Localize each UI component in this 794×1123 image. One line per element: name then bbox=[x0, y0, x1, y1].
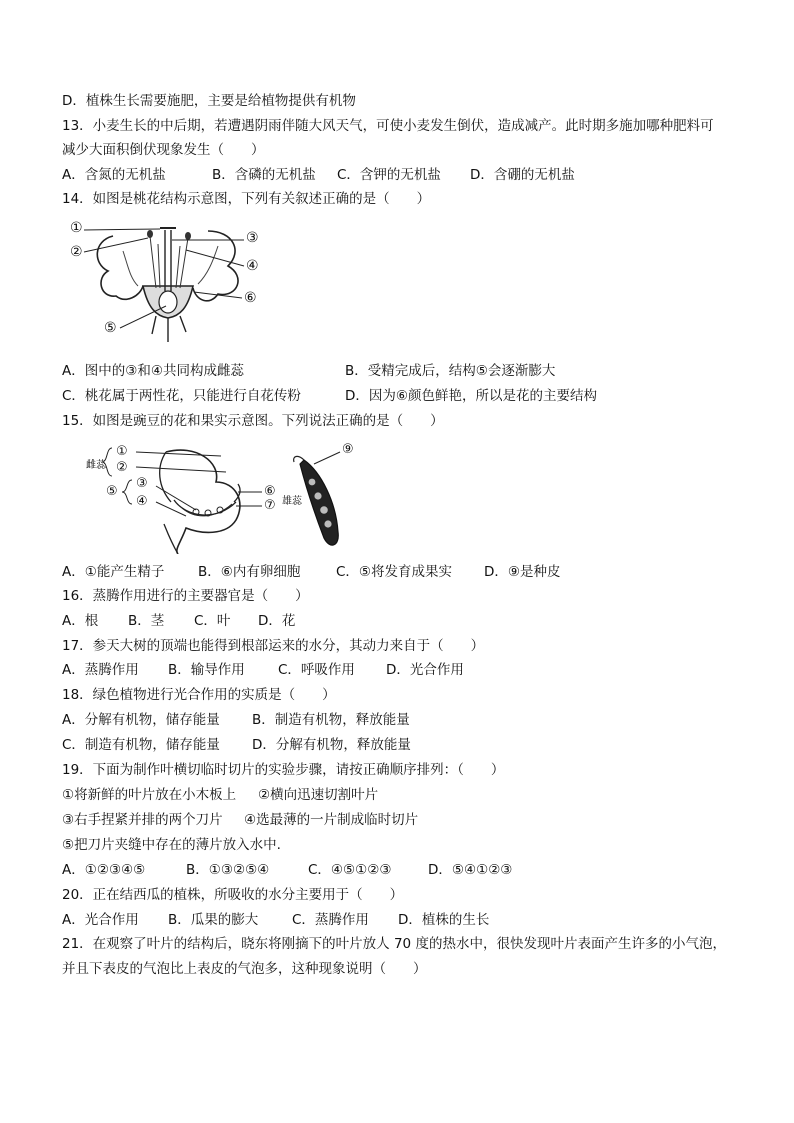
pea-label-6: ⑥ bbox=[264, 484, 276, 499]
peach-label-1: ① bbox=[70, 220, 83, 236]
pea-flower-fruit-diagram bbox=[86, 442, 376, 554]
q19-step-4: ④选最薄的一片制成临时切片 bbox=[244, 812, 419, 828]
q21-stem-line1: 21．在观察了叶片的结构后，晓东将刚摘下的叶片放人 70 度的热水中，很快发现叶片表面产生许多的小气泡， bbox=[62, 936, 726, 952]
pea-label-5: ⑤ bbox=[106, 484, 118, 499]
pea-label-7: ⑦ bbox=[264, 498, 276, 513]
q15-option-c: C．⑤将发育成果实 bbox=[336, 564, 453, 580]
peach-label-5: ⑤ bbox=[104, 320, 117, 336]
q14-option-a: A．图中的③和④共同构成雌蕊 bbox=[62, 363, 244, 379]
q19-step-2: ②横向迅速切割叶片 bbox=[258, 787, 379, 803]
q18-option-d: D．分解有机物，释放能量 bbox=[252, 737, 411, 753]
q18-option-c: C．制造有机物，储存能量 bbox=[62, 737, 220, 753]
q13-stem-line2: 减少大面积倒伏现象发生（ ） bbox=[62, 142, 265, 158]
q14-option-c: C．桃花属于两性花，只能进行自花传粉 bbox=[62, 388, 301, 404]
pea-label-stamen: 雄蕊 bbox=[282, 496, 302, 507]
peach-label-4: ④ bbox=[246, 258, 259, 274]
pea-label-2: ② bbox=[116, 460, 128, 475]
peach-label-2: ② bbox=[70, 244, 83, 260]
q20-option-b: B．瓜果的膨大 bbox=[168, 912, 259, 928]
q17-option-b: B．输导作用 bbox=[168, 662, 245, 678]
q15-option-b: B．⑥内有卵细胞 bbox=[198, 564, 301, 580]
q19-option-c: C．④⑤①②③ bbox=[308, 862, 392, 878]
q18-option-a: A．分解有机物，储存能量 bbox=[62, 712, 220, 728]
q16-option-b: B．茎 bbox=[128, 613, 165, 629]
q13-option-d: D．含硼的无机盐 bbox=[470, 167, 575, 183]
q17-stem: 17．参天大树的顶端也能得到根部运来的水分，其动力来自于（ ） bbox=[62, 638, 485, 654]
q15-stem: 15．如图是豌豆的花和果实示意图。下列说法正确的是（ ） bbox=[62, 413, 444, 429]
q15-option-d: D．⑨是种皮 bbox=[484, 564, 561, 580]
q19-step-3: ③右手捏紧并排的两个刀片 bbox=[62, 812, 223, 828]
q18-stem: 18．绿色植物进行光合作用的实质是（ ） bbox=[62, 687, 336, 703]
pea-label-1: ① bbox=[116, 444, 128, 459]
q16-stem: 16．蒸腾作用进行的主要器官是（ ） bbox=[62, 588, 309, 604]
q14-option-d: D．因为⑥颜色鲜艳，所以是花的主要结构 bbox=[345, 388, 597, 404]
q19-step-5: ⑤把刀片夹缝中存在的薄片放入水中. bbox=[62, 837, 281, 853]
pea-label-4: ④ bbox=[136, 494, 148, 509]
q16-option-a: A．根 bbox=[62, 613, 99, 629]
q16-option-c: C．叶 bbox=[194, 613, 231, 629]
q20-option-d: D．植株的生长 bbox=[398, 912, 490, 928]
q19-step-1: ①将新鲜的叶片放在小木板上 bbox=[62, 787, 237, 803]
q17-option-d: D．光合作用 bbox=[386, 662, 464, 678]
q18-option-b: B．制造有机物，释放能量 bbox=[252, 712, 410, 728]
q13-option-b: B．含磷的无机盐 bbox=[212, 167, 316, 183]
q20-stem: 20．正在结西瓜的植株，所吸收的水分主要用于（ ） bbox=[62, 887, 404, 903]
q16-option-d: D．花 bbox=[258, 613, 296, 629]
q14-stem: 14．如图是桃花结构示意图，下列有关叙述正确的是（ ） bbox=[62, 191, 431, 207]
q20-option-c: C．蒸腾作用 bbox=[292, 912, 369, 928]
q17-option-a: A．蒸腾作用 bbox=[62, 662, 139, 678]
q15-option-a: A．①能产生精子 bbox=[62, 564, 165, 580]
q21-stem-line2: 并且下表皮的气泡比上表皮的气泡多，这种现象说明（ ） bbox=[62, 961, 427, 977]
peach-label-3: ③ bbox=[246, 230, 259, 246]
q19-stem: 19．下面为制作叶横切临时切片的实验步骤，请按正确顺序排列：（ ） bbox=[62, 762, 505, 778]
peach-label-6: ⑥ bbox=[244, 290, 257, 306]
q19-option-d: D．⑤④①②③ bbox=[428, 862, 513, 878]
q13-option-a: A．含氮的无机盐 bbox=[62, 167, 166, 183]
pea-label-9: ⑨ bbox=[342, 442, 354, 457]
q12-option-d: D．植株生长需要施肥，主要是给植物提供有机物 bbox=[62, 93, 356, 109]
pea-label-3: ③ bbox=[136, 476, 148, 491]
q20-option-a: A．光合作用 bbox=[62, 912, 139, 928]
q19-option-b: B．①③②⑤④ bbox=[186, 862, 270, 878]
q19-option-a: A．①②③④⑤ bbox=[62, 862, 146, 878]
q14-option-b: B．受精完成后，结构⑤会逐渐膨大 bbox=[345, 363, 556, 379]
peach-flower-diagram bbox=[68, 216, 278, 344]
q13-stem-line1: 13．小麦生长的中后期，若遭遇阴雨伴随大风天气，可使小麦发生倒伏，造成减产。此时期多施加哪种肥料可 bbox=[62, 118, 714, 134]
q13-option-c: C．含钾的无机盐 bbox=[337, 167, 441, 183]
pea-label-pistil: 雌蕊 bbox=[86, 460, 106, 471]
q17-option-c: C．呼吸作用 bbox=[278, 662, 355, 678]
